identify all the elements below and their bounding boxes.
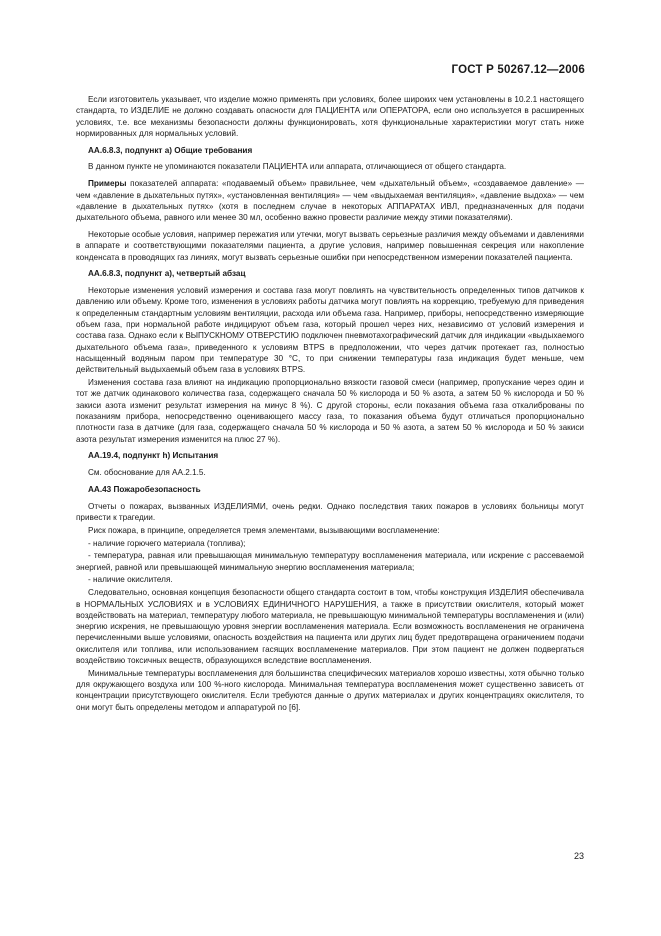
section-heading: АА.43 Пожаробезопасность — [88, 484, 201, 494]
paragraph: Минимальные температуры воспламенения для большинства специфических материалов хорошо известны, хотя обычно только для окружающего воздуха или 100 %-ного кислорода. Минимальная температура воспламенения может существенно зависеть от концентрации присутствующего окислителя. Если требуются данные о других материалах и других концентрациях окислителя, то они могут быть определены методом и аппаратурой по [6]. — [76, 668, 584, 712]
example-lead: Примеры — [88, 179, 127, 189]
page-number: 23 — [573, 851, 584, 861]
paragraph: См. обоснование для АА.2.1.5. — [88, 468, 206, 478]
list-item: - температура, равная или превышающая минимальную температуру воспламенения материала, или искрение с рассеваемой энергией, равной или превышающей минимальную энергию воспламенения материала; — [76, 551, 584, 572]
paragraph: Изменения состава газа влияют на индикацию пропорционально вязкости газовой смеси (например, пропускание через один и тот же датчик одинакового количества газа, содержащего сначала 50 % кислорода и 50 % азота, а затем 50 % кислорода и 50 % закиси азота изменит результат измерения на минус 8 %). С другой стороны, если показания объема газа откалиброваны по показаниям прибора, непосредственно оценивающего массу газа, то показания объема будут отличаться пропорционально плотности газа в датчике (для газа, содержащего сначала 50 % кислорода и 50 % азота, а затем 50 % кислорода и 50 % закиси азота результат измерения изменится на плюс 27 %). — [76, 378, 584, 444]
paragraph: Некоторые особые условия, например пережатия или утечки, могут вызвать серьезные различия между объемами и давлениями в аппарате и соответствующими показателями пациента, а другие условия, например повышенная секреция или накопление конденсата в проводящих газ линиях, могут вызвать серьезные ошибки при непосредственном измерении показателей пациента. — [76, 229, 584, 262]
paragraph: Некоторые изменения условий измерения и состава газа могут повлиять на чувствительность определенных типов датчиков к давлению или объему. Кроме того, изменения в условиях работы датчика могут повлиять на коррекцию, требуемую для приведения к определенным стандартным условиям вентиляции, расхода или объема газа. Например, приборы, непосредственно измеряющие объем газа, при нормальной работе индицируют объем газа, который прошел через них, независимо от условий измерения и состава газа. Однако если к ВЫПУСКНОМУ ОТВЕРСТИЮ подключен пневмотахографический датчик для индикации «выдыхаемого дыхательного объема газа», приведенного к условиям BTPS в предположении, что через датчик протекает газ, полностью насыщенный водяным паром при температуре 30 °С, то при снижении температуры газа индикация будет меньше, чем действительный выдыхаемый объем газа в условиях BTPS. — [76, 286, 584, 375]
section-heading: АА.19.4, подпункт h) Испытания — [88, 451, 219, 461]
list-item: - наличие горючего материала (топлива); — [88, 538, 246, 548]
paragraph — [76, 178, 584, 223]
standard-designation: ГОСТ Р 50267.12—2006 — [451, 64, 585, 76]
section-heading: АА.6.8.3, подпункт а), четвертый абзац — [88, 269, 246, 279]
section-heading: АА.6.8.3, подпункт а) Общие требования — [88, 145, 253, 155]
paragraph: В данном пункте не упоминаются показатели ПАЦИЕНТА или аппарата, отличающиеся от общего стандарта. — [88, 162, 507, 172]
paragraph: Риск пожара, в принципе, определяется тремя элементами, вызывающими воспламенение: — [88, 525, 440, 535]
example-text: показателей аппарата: «подаваемый объем» правильнее, чем «дыхательный объем», «создаваемое давление» — чем «давление в дыхательных путях», «установленная вентиляция» — чем «выдыхаемая вентиляция», «давление выдоха» — чем «давление в дыхательных путях» (хотя в последнем случае в некоторых АППАРАТАХ ИВЛ, предназначенных для подачи дыхательного объема, равного или менее 30 мл, особенно важно провести различие между этими показателями). — [76, 179, 584, 223]
list-item: - наличие окислителя. — [88, 575, 173, 585]
paragraph: Если изготовитель указывает, что изделие можно применять при условиях, более широких чем установлены в 10.2.1 настоящего стандарта, то ИЗДЕЛИЕ не должно создавать опасности для ПАЦИЕНТА или ОПЕРАТОРА, если оно используется в расширенных условиях, т.е. все механизмы безопасности должны функционировать, хотя функциональные характеристики могут стать ниже нормированных для нормальных условий. — [76, 95, 584, 138]
document-body — [76, 94, 584, 719]
paragraph: Следовательно, основная концепция безопасности общего стандарта состоит в том, чтобы конструкция ИЗДЕЛИЯ обеспечивала в НОРМАЛЬНЫХ УСЛОВИЯХ и в УСЛОВИЯХ ЕДИНИЧНОГО НАРУШЕНИЯ, а также в присутствии окислителя, который может воздействовать на материал, температуру любого материала, не превышающую минимальной температуры воспламенения и (или) энергию искрения, не превышающую уровня энергии воспламенения материала. Если возможность воспламенения не ограничена перечисленными выше условиями, опасность воздействия на пациента или других лиц будет предотвращена ограничением подачи окислителя или топлива, или использованием гасящих воспламенение материалов. При этом пациент не должен подвергаться воздействию токсичных веществ, образующихся вследствие воспламенения. — [76, 588, 584, 666]
paragraph: Отчеты о пожарах, вызванных ИЗДЕЛИЯМИ, очень редки. Однако последствия таких пожаров в условиях больницы могут привести к трагедии. — [76, 501, 584, 522]
